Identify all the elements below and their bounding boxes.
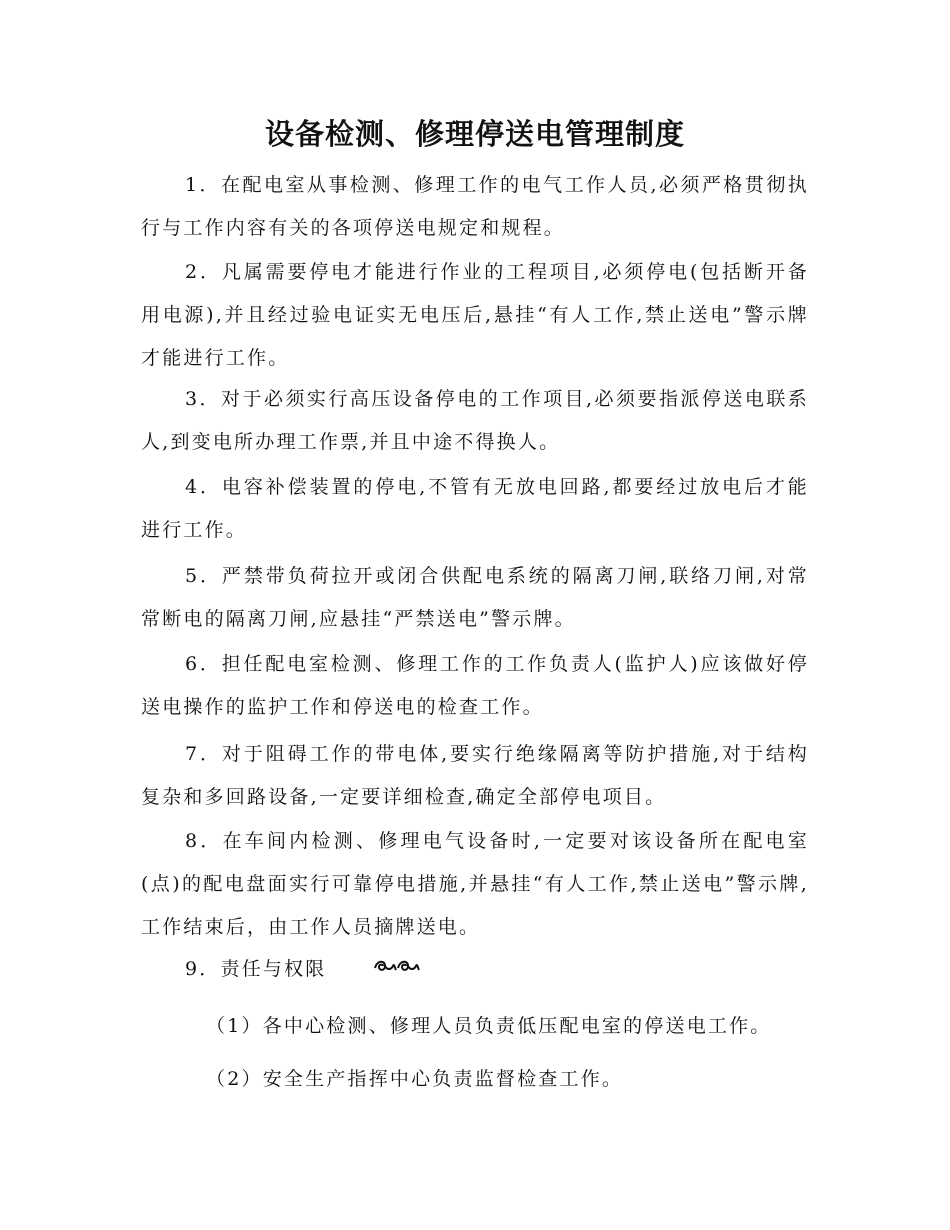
paragraph-1: 1．在配电室从事检测、修理工作的电气工作人员,必须严格贯彻执行与工作内容有关的各项停送电规定和规程。 <box>141 174 809 239</box>
paragraph-2: 2．凡属需要停电才能进行作业的工程项目,必须停电(包括断开备用电源),并且经过验电证实无电压后,悬挂“有人工作,禁止送电”警示牌才能进行工作。 <box>141 261 809 369</box>
paragraph-9-text: 9．责任与权限 <box>185 958 327 980</box>
paragraph-4: 4．电容补偿装置的停电,不管有无放电回路,都要经过放电后才能进行工作。 <box>141 476 809 541</box>
paragraph-7: 7．对于阻碍工作的带电体,要实行绝缘隔离等防护措施,对于结构复杂和多回路设备,一定要详细检查,确定全部停电项目。 <box>141 743 809 808</box>
paragraph-6: 6．担任配电室检测、修理工作的工作负责人(监护人)应该做好停送电操作的监护工作和停送电的检查工作。 <box>141 653 809 718</box>
paragraph-8: 8．在车间内检测、修理电气设备时,一定要对该设备所在配电室(点)的配电盘面实行可靠停电措施,并悬挂“有人工作,禁止送电”警示牌,工作结束后，由工作人员摘牌送电。 <box>141 830 809 938</box>
sub-item-2: （2）安全生产指挥中心负责监督检查工作。 <box>206 1068 624 1090</box>
ornament-icon <box>329 949 421 992</box>
paragraph-5: 5．严禁带负荷拉开或闭合供配电系统的隔离刀闸,联络刀闸,对常常断电的隔离刀闸,应悬挂“严禁送电”警示牌。 <box>141 565 809 630</box>
paragraph-3: 3．对于必须实行高压设备停电的工作项目,必须要指派停送电联系人,到变电所办理工作票,并且中途不得换人。 <box>141 388 809 453</box>
paragraph-9 <box>141 948 809 992</box>
page-title: 设备检测、修理停送电管理制度 <box>264 117 685 151</box>
sub-item-1: （1）各中心检测、修理人员负责低压配电室的停送电工作。 <box>206 1015 772 1037</box>
